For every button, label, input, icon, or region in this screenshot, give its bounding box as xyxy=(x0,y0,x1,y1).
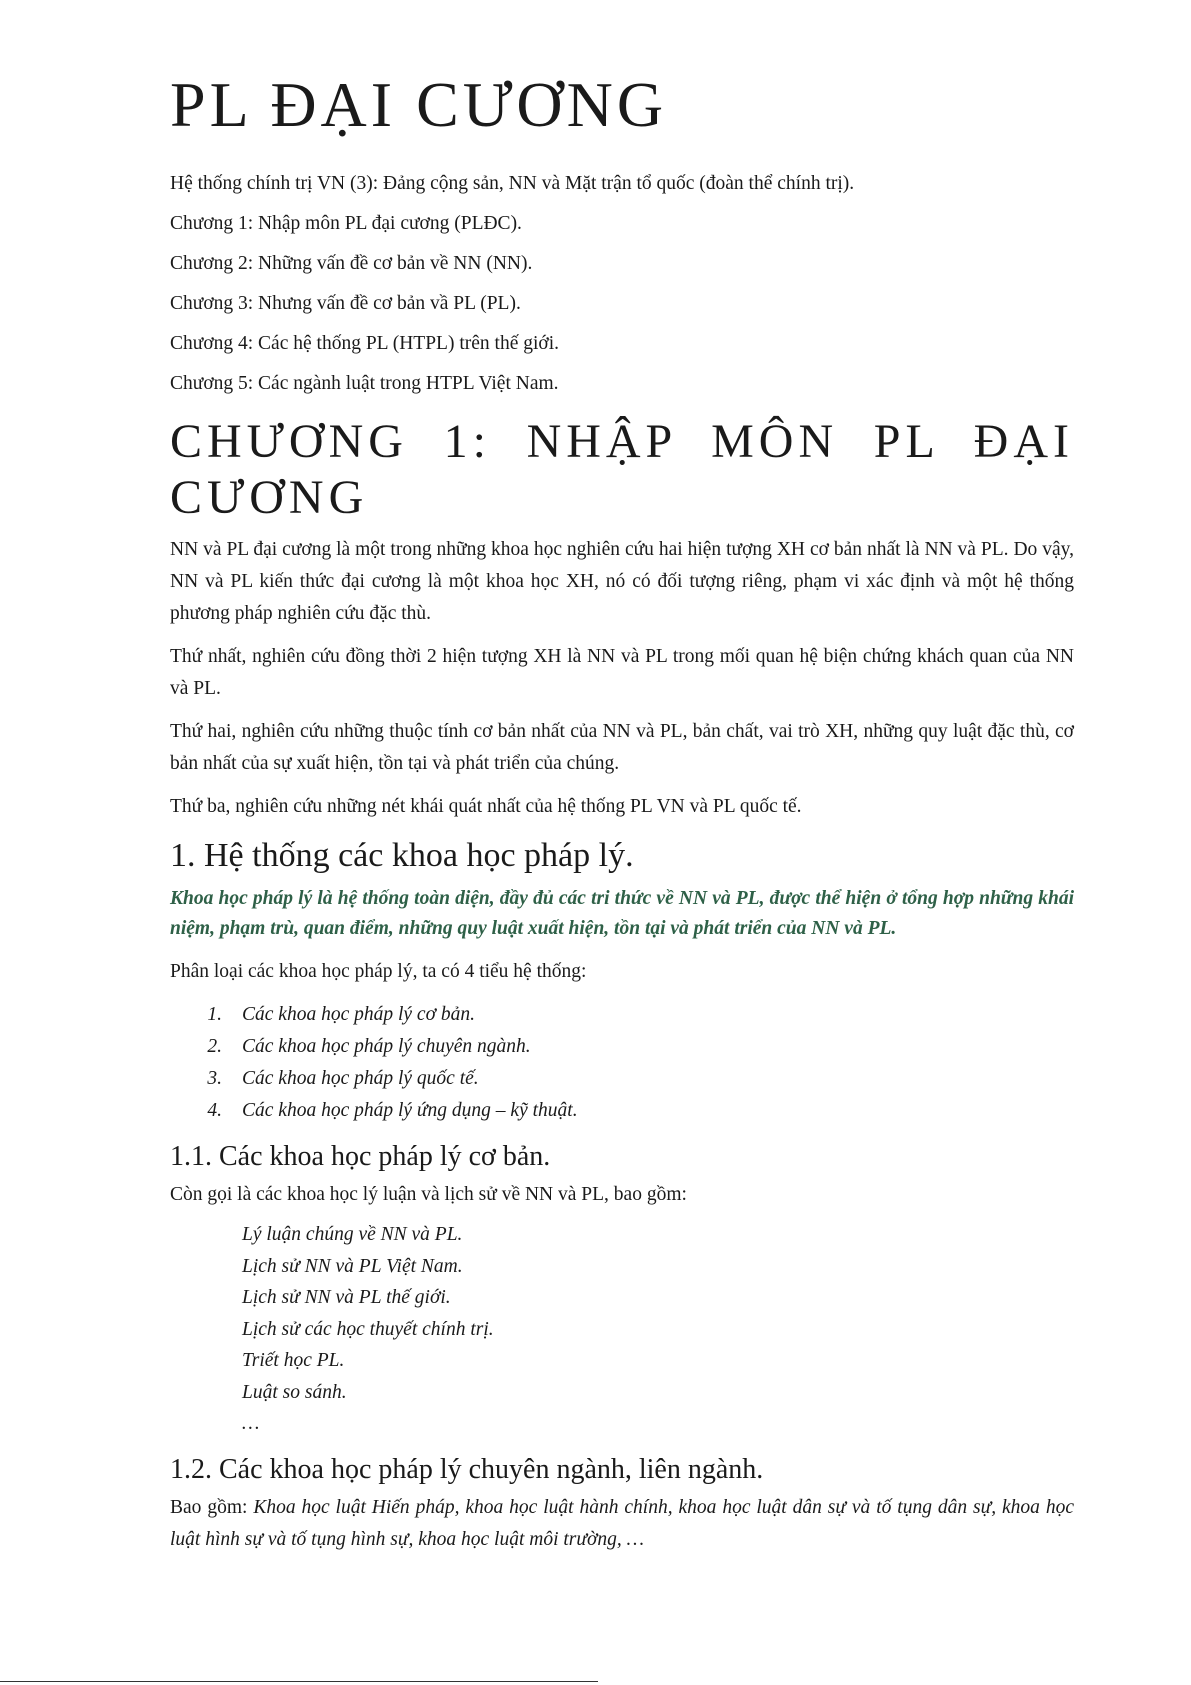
list-item-number: 1. xyxy=(207,1004,222,1026)
intro-chapter-4: Chương 4: Các hệ thống PL (HTPL) trên thế giới. xyxy=(170,333,560,355)
chapter-1-paragraph: Thứ ba, nghiên cứu những nét khái quát nhất của hệ thống PL VN và PL quốc tế. xyxy=(170,796,802,818)
list-item: Lịch sử NN và PL Việt Nam. xyxy=(242,1255,463,1277)
intro-political-system: Hệ thống chính trị VN (3): Đảng cộng sản, NN và Mặt trận tổ quốc (đoàn thể chính trị). xyxy=(170,173,855,195)
section-1-1-intro: Còn gọi là các khoa học lý luận và lịch sử về NN và PL, bao gồm: xyxy=(170,1184,687,1206)
list-item: Triết học PL. xyxy=(242,1350,345,1372)
list-item: … xyxy=(242,1413,260,1435)
chapter-1-heading: CHƯƠNG 1: NHẬP MÔN PL ĐẠI CƯƠNG xyxy=(170,415,1074,525)
list-item: Lịch sử các học thuyết chính trị. xyxy=(242,1318,494,1340)
document-title: PL ĐẠI CƯƠNG xyxy=(170,69,668,140)
section-1-2-body xyxy=(170,1492,1074,1556)
list-item: Luật so sánh. xyxy=(242,1381,347,1403)
subsystem-list xyxy=(170,999,1074,1127)
intro-chapter-2: Chương 2: Những vấn đề cơ bản về NN (NN). xyxy=(170,253,533,275)
section-1-2-heading: 1.2. Các khoa học pháp lý chuyên ngành, liên ngành. xyxy=(170,1453,764,1485)
legal-science-definition: Khoa học pháp lý là hệ thống toàn diện, đầy đủ các tri thức về NN và PL, được thể hiện ở tổng hợp những khái niệm, phạm trù, quan điểm, những quy luật xuất hiện, tồn tại và phát triển của NN và PL. xyxy=(170,888,1074,940)
chapter-1-paragraph: Thứ nhất, nghiên cứu đồng thời 2 hiện tượng XH là NN và PL trong mối quan hệ biện chứng khách quan của NN và PL. xyxy=(170,646,1074,700)
intro-chapter-1: Chương 1: Nhập môn PL đại cương (PLĐC). xyxy=(170,213,522,235)
classification-text: Phân loại các khoa học pháp lý, ta có 4 tiểu hệ thống: xyxy=(170,961,587,983)
list-item xyxy=(170,1063,1074,1095)
section-1-2-lead: Bao gồm: xyxy=(170,1496,254,1518)
chapter-1-paragraph: Thứ hai, nghiên cứu những thuộc tính cơ bản nhất của NN và PL, bản chất, vai trò XH, những quy luật đặc thù, cơ bản nhất của sự xuất hiện, tồn tại và phát triển của chúng. xyxy=(170,721,1074,775)
intro-chapter-5: Chương 5: Các ngành luật trong HTPL Việt Nam. xyxy=(170,373,559,395)
list-item-text: Các khoa học pháp lý chuyên ngành. xyxy=(242,1036,531,1058)
basic-sciences-list xyxy=(242,1219,1074,1440)
list-item-text: Các khoa học pháp lý ứng dụng – kỹ thuật. xyxy=(242,1100,578,1122)
list-item-number: 4. xyxy=(207,1100,222,1122)
section-1-2-sciences: Khoa học luật Hiến pháp, khoa học luật hành chính, khoa học luật dân sự và tố tụng dân sự, khoa học luật hình sự và tố tụng hình sự, khoa học luật môi trường, … xyxy=(170,1496,1074,1550)
list-item xyxy=(170,1031,1074,1063)
intro-chapter-3: Chương 3: Nhưng vấn đề cơ bản vầ PL (PL). xyxy=(170,293,521,315)
list-item-number: 3. xyxy=(207,1068,222,1090)
chapter-1-paragraph: NN và PL đại cương là một trong những khoa học nghiên cứu hai hiện tượng XH cơ bản nhất là NN và PL. Do vậy, NN và PL kiến thức đại cương là một khoa học XH, nó có đối tượng riêng, phạm vi xác định và một hệ thống phương pháp nghiên cứu đặc thù. xyxy=(170,539,1074,625)
list-item xyxy=(170,1095,1074,1127)
list-item-text: Các khoa học pháp lý quốc tế. xyxy=(242,1068,479,1090)
list-item: Lịch sử NN và PL thế giới. xyxy=(242,1287,451,1309)
list-item xyxy=(170,999,1074,1031)
list-item-number: 2. xyxy=(207,1036,222,1058)
list-item-text: Các khoa học pháp lý cơ bản. xyxy=(242,1004,475,1026)
section-1-1-heading: 1.1. Các khoa học pháp lý cơ bản. xyxy=(170,1141,551,1173)
document-page xyxy=(170,70,1074,1567)
section-1-heading: 1. Hệ thống các khoa học pháp lý. xyxy=(170,837,634,875)
list-item: Lý luận chúng về NN và PL. xyxy=(242,1224,463,1246)
footnote-divider xyxy=(0,1681,598,1682)
